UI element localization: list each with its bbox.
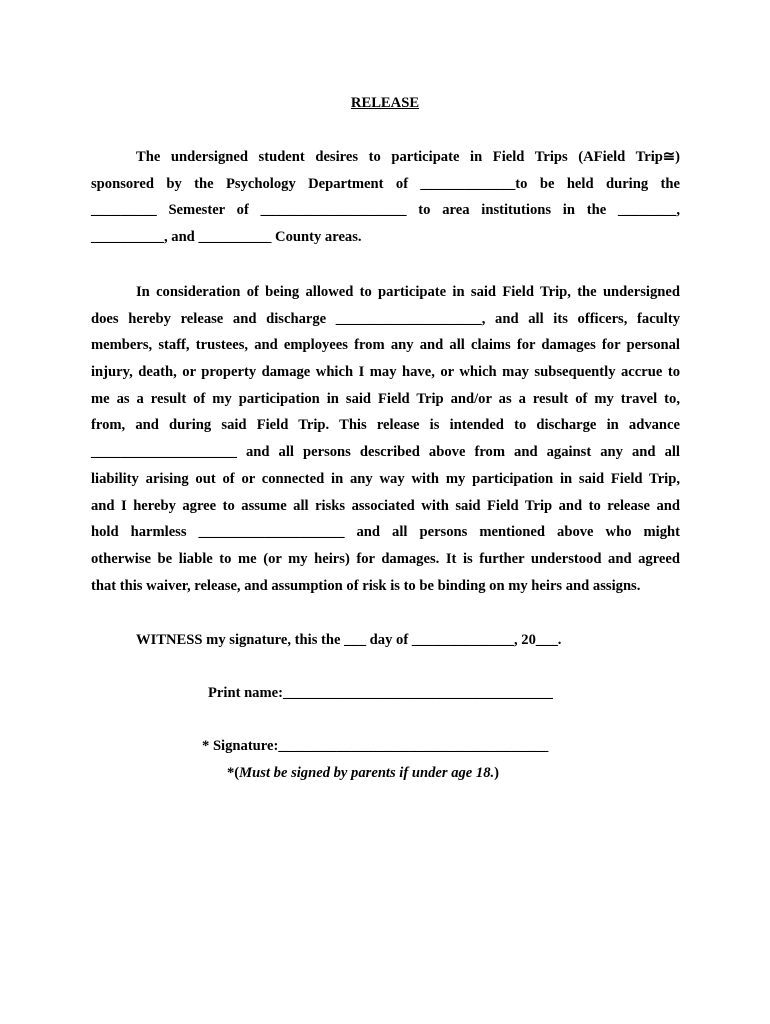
- note-text: Must be signed by parents if under age 18.: [239, 765, 495, 781]
- paragraph-line: from, and during said Field Trip. This release is intended to discharge in advance: [91, 417, 680, 434]
- paragraph-line: otherwise be liable to me (or my heirs) for damages. It is further understood and agreed: [91, 550, 680, 567]
- paragraph-line: members, staff, trustees, and employees from any and all claims for damages for personal: [91, 337, 680, 354]
- print-name-line: Print name:_____________________________________: [208, 685, 553, 701]
- paragraph-line: injury, death, or property damage which I may have, or which may subsequently accrue to: [91, 364, 680, 381]
- paragraph-line: and I hereby agree to assume all risks associated with said Field Trip and to release and: [91, 497, 680, 514]
- paragraph-line: does hereby release and discharge ____________________, and all its officers, faculty: [91, 310, 680, 327]
- paragraph-line: _________ Semester of ____________________ to area institutions in the ________,: [91, 202, 680, 219]
- note-suffix: ): [494, 765, 500, 781]
- paragraph-line: me as a result of my participation in said Field Trip and/or as a result of my travel to,: [91, 390, 680, 407]
- paragraph-line: that this waiver, release, and assumption of risk is to be binding on my heirs and assigns.: [91, 577, 641, 594]
- paragraph-participation: [91, 144, 680, 251]
- paragraph-line: liability arising out of or connected in any way with my participation in said Field Trip,: [91, 470, 680, 487]
- paragraph-release: [91, 279, 680, 599]
- parent-signature-note: [227, 763, 499, 783]
- paragraph-line: The undersigned student desires to participate in Field Trips (AField Trip≅): [136, 149, 680, 165]
- paragraph-line: sponsored by the Psychology Department of _____________to be held during the: [91, 175, 680, 192]
- signature-line: * Signature:_____________________________________: [202, 738, 549, 754]
- page-title: RELEASE: [350, 95, 420, 111]
- paragraph-line: __________, and __________ County areas.: [91, 229, 362, 246]
- paragraph-line: In consideration of being allowed to participate in said Field Trip, the undersigned: [136, 284, 680, 300]
- paragraph-line: ____________________ and all persons described above from and against any and all: [91, 444, 680, 461]
- witness-line: WITNESS my signature, this the ___ day of ______________, 20___.: [136, 632, 562, 648]
- note-prefix: *(: [227, 765, 240, 781]
- paragraph-line: hold harmless ____________________ and all persons mentioned above who might: [91, 524, 680, 541]
